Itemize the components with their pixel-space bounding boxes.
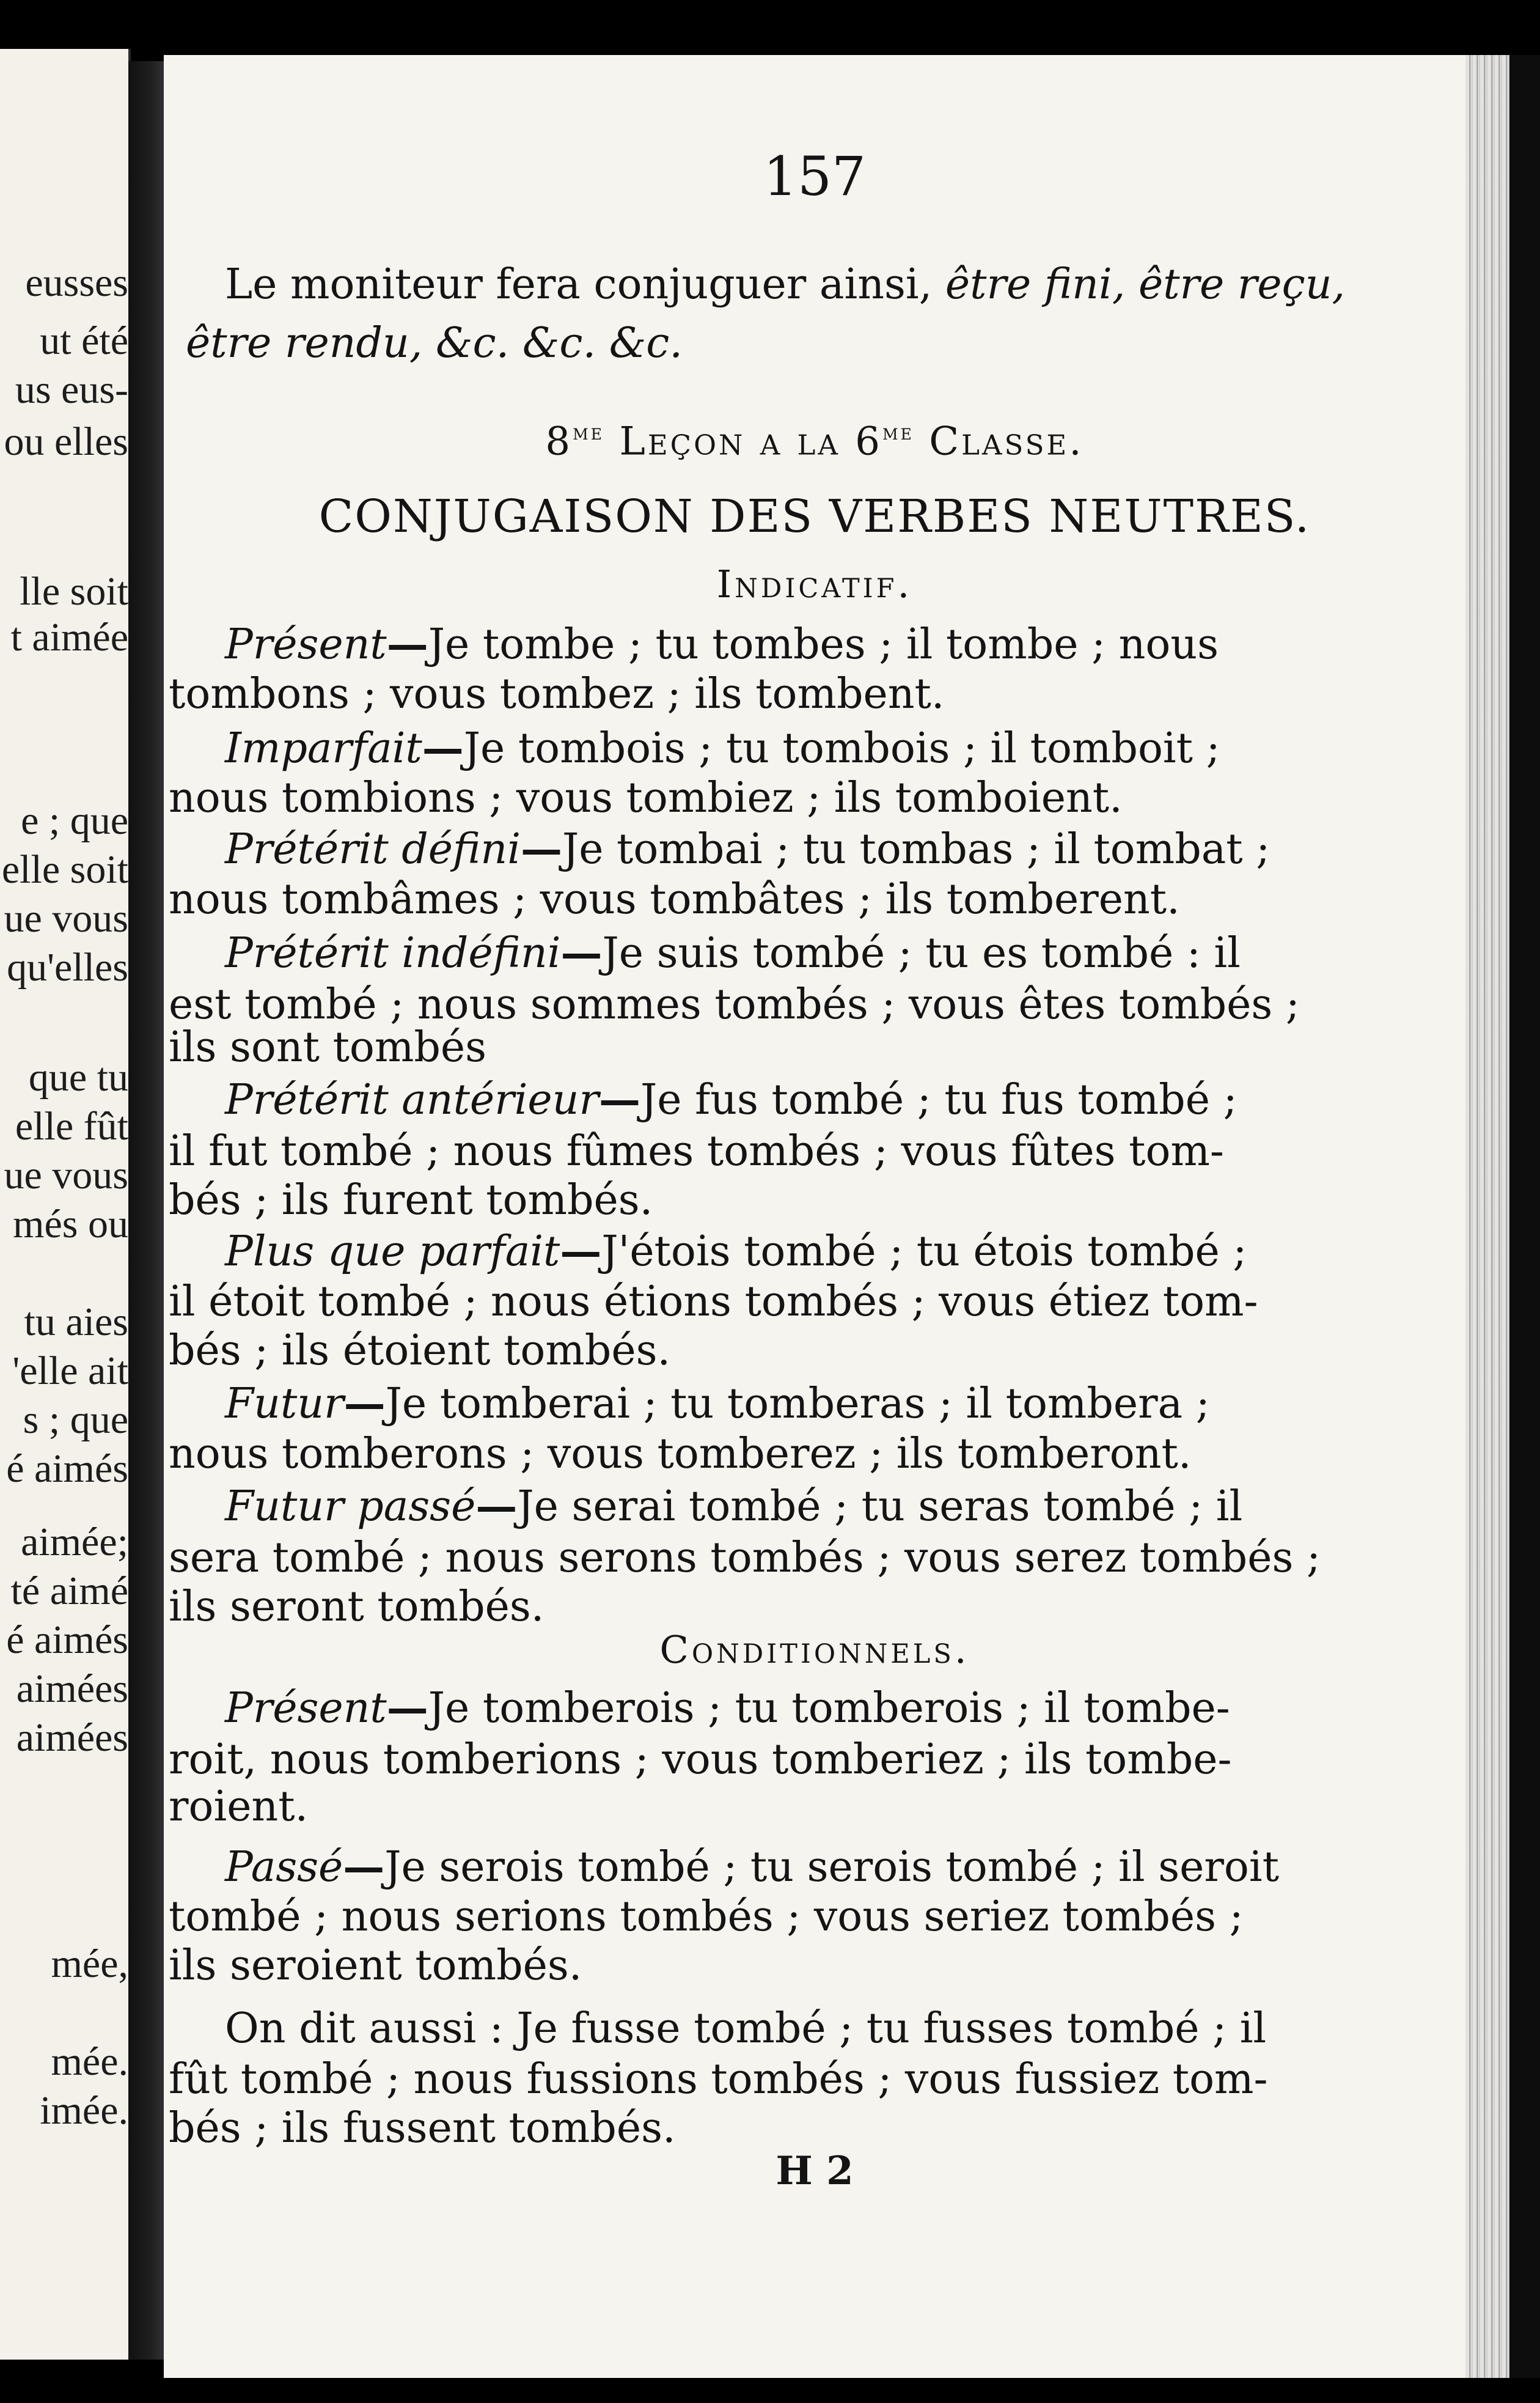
conjugation-text: On dit aussi : Je fusse tombé ; tu fusses tombé ; il — [225, 2004, 1267, 2053]
lesson-sup-1: me — [573, 420, 604, 445]
left-page-fragment: ue vous — [4, 1153, 128, 1198]
conjugation-line — [225, 1684, 1527, 1732]
conjugation-text: bés ; ils étoient tombés. — [169, 1327, 671, 1375]
conjugation-line — [169, 1735, 1470, 1784]
tense-separator: — — [343, 1379, 386, 1428]
lesson-sup-2: me — [882, 420, 914, 445]
conjugation-line — [225, 825, 1527, 874]
conjugation-line — [225, 724, 1527, 773]
conjugation-title: CONJUGAISON DES VERBES NEUTRES. — [318, 490, 1311, 543]
conjugation-line — [169, 1327, 1470, 1375]
left-page-fragment: mée, — [51, 1941, 128, 1986]
lesson-class: Classe. — [914, 419, 1084, 465]
conjugation-text: roit, nous tomberions ; vous tomberiez ; ils tombe- — [169, 1735, 1232, 1784]
left-page-fragment: mée. — [51, 2039, 128, 2084]
conjugation-line — [225, 929, 1527, 977]
left-page-fragment: més ou — [13, 1202, 128, 1246]
tense-label: Prétérit indéfini — [225, 929, 561, 977]
conjugation-line — [169, 1023, 1470, 1072]
left-page-fragment: lle soit — [20, 569, 128, 614]
tense-separator: — — [560, 1227, 602, 1276]
conjugation-text: nous tomberons ; vous tomberez ; ils tomberont. — [169, 1430, 1192, 1478]
intro-text: Le moniteur fera conjuguer ainsi, — [225, 260, 945, 309]
conjugation-line — [169, 2104, 1470, 2152]
conjugation-line — [169, 670, 1470, 718]
left-page-fragment: ou elles — [4, 419, 128, 464]
conjugation-text: Je serai tombé ; tu seras tombé ; il — [517, 1482, 1243, 1531]
tense-label: Plus que parfait — [225, 1227, 560, 1276]
lesson-title — [164, 419, 1465, 465]
conjugation-text: Je tomberai ; tu tomberas ; il tombera ; — [385, 1380, 1210, 1428]
conjugation-line — [225, 1075, 1527, 1124]
left-page-fragment: aimées — [16, 1666, 128, 1711]
conjugation-line — [225, 2004, 1527, 2053]
left-page-fragment: ut été — [40, 318, 128, 363]
conjugation-text: nous tombâmes ; vous tombâtes ; ils tomberent. — [169, 875, 1180, 924]
conjugation-line — [225, 620, 1527, 669]
left-page-fragment: qu'elles — [7, 945, 128, 990]
conjugation-text: fût tombé ; nous fussions tombés ; vous fussiez tom- — [169, 2055, 1268, 2103]
conjugation-text: Je tombe ; tu tombes ; il tombe ; nous — [428, 620, 1219, 669]
conjugation-text: tombons ; vous tombez ; ils tombent. — [169, 670, 945, 718]
tense-separator: — — [343, 1842, 385, 1891]
conjugation-line — [225, 1842, 1527, 1891]
tense-separator: — — [386, 1684, 428, 1732]
lesson-mid: Leçon a la 6 — [604, 419, 882, 465]
conjugation-text: Je tombois ; tu tombois ; il tomboit ; — [463, 724, 1220, 773]
conjugation-line — [169, 1583, 1470, 1631]
section-indicatif: Indicatif. — [716, 562, 913, 606]
tense-label: Prétérit défini — [225, 825, 521, 874]
left-page-fragment: té aimé — [10, 1569, 128, 1613]
conjugation-text: ils sont tombés — [169, 1023, 486, 1072]
conjugation-text: Je fus tombé ; tu fus tombé ; — [640, 1076, 1238, 1124]
tense-separator: — — [386, 620, 428, 669]
tense-label: Futur passé — [225, 1482, 476, 1531]
left-page-fragment: aimée; — [21, 1520, 128, 1564]
tense-separator: — — [520, 825, 562, 874]
left-page-fragment: ue vous — [4, 896, 128, 941]
conjugation-line — [169, 1534, 1470, 1582]
section-conditionnels: Conditionnels. — [659, 1627, 970, 1672]
tense-label: Présent — [225, 1684, 387, 1732]
signature-mark: H 2 — [776, 2148, 854, 2194]
left-page-fragment: aimées — [16, 1715, 128, 1760]
conjugation-line — [169, 1278, 1470, 1326]
tense-separator: — — [475, 1482, 518, 1531]
conjugation-text: Je tombai ; tu tombas ; il tombat ; — [562, 825, 1270, 874]
tense-label: Imparfait — [225, 724, 422, 773]
left-page-fragment: e ; que — [21, 798, 128, 843]
conjugation-text: roient. — [169, 1783, 309, 1831]
left-page-fragment: que tu — [28, 1055, 128, 1100]
conjugation-text: Je serois tombé ; tu serois tombé ; il seroit — [384, 1843, 1279, 1891]
tense-separator: — — [598, 1075, 640, 1124]
conjugation-text: tombé ; nous serions tombés ; vous seriez tombés ; — [169, 1893, 1244, 1941]
left-page-fragment: eusses — [25, 260, 128, 305]
conjugation-line — [225, 1227, 1527, 1276]
lesson-number: 8 — [545, 419, 573, 465]
conjugation-line — [169, 774, 1470, 822]
conjugation-text: ils seroient tombés. — [169, 1941, 582, 1990]
conjugation-line — [169, 1893, 1470, 1941]
conjugation-text: nous tombions ; vous tombiez ; ils tomboient. — [169, 774, 1123, 822]
intro-italic: être fini, être reçu, — [945, 260, 1346, 309]
conjugation-line — [225, 1379, 1527, 1428]
conjugation-line — [169, 875, 1470, 924]
conjugation-text: J'étois tombé ; tu étois tombé ; — [601, 1227, 1247, 1276]
left-page-fragment: elle soit — [1, 847, 128, 892]
conjugation-line — [169, 1127, 1470, 1176]
conjugation-line — [169, 1176, 1470, 1224]
conjugation-line — [169, 1783, 1470, 1831]
tense-separator: — — [560, 929, 603, 977]
tense-label: Prétérit antérieur — [225, 1076, 599, 1124]
conjugation-line — [169, 2055, 1470, 2103]
conjugation-text: ils seront tombés. — [169, 1583, 544, 1631]
left-page-fragment: s ; que — [23, 1397, 128, 1442]
conjugation-line — [225, 1482, 1527, 1531]
left-page-fragment: 'elle ait — [12, 1349, 128, 1393]
tense-label: Passé — [225, 1843, 343, 1891]
left-page-fragment: tu aies — [24, 1300, 128, 1344]
left-page-fragment: é aimés — [6, 1617, 128, 1662]
tense-label: Présent — [225, 620, 387, 669]
conjugation-line — [169, 1430, 1470, 1478]
intro-line-2: être rendu, &c. &c. &c. — [186, 319, 683, 367]
left-page-fragment: é aimés — [6, 1446, 128, 1491]
left-page-fragment: elle fût — [15, 1104, 128, 1149]
conjugation-text: est tombé ; nous sommes tombés ; vous êtes tombés ; — [169, 981, 1300, 1029]
intro-line-1 — [225, 260, 1465, 309]
left-page-fragment: t aimée — [10, 615, 128, 660]
conjugation-text: bés ; ils furent tombés. — [169, 1176, 653, 1224]
conjugation-line — [169, 1941, 1470, 1990]
left-page-fragment: us eus- — [15, 367, 128, 412]
conjugation-text: Je suis tombé ; tu es tombé : il — [602, 929, 1241, 977]
conjugation-text: Je tomberois ; tu tomberois ; il tombe- — [428, 1684, 1230, 1732]
tense-separator: — — [422, 724, 464, 773]
conjugation-text: bés ; ils fussent tombés. — [169, 2104, 676, 2152]
conjugation-line — [169, 981, 1470, 1029]
conjugation-text: sera tombé ; nous serons tombés ; vous serez tombés ; — [169, 1534, 1321, 1582]
conjugation-text: il étoit tombé ; nous étions tombés ; vous étiez tom- — [169, 1278, 1258, 1326]
page-number: 157 — [763, 145, 866, 208]
left-facing-page — [0, 49, 131, 2360]
conjugation-text: il fut tombé ; nous fûmes tombés ; vous fûtes tom- — [169, 1127, 1224, 1176]
left-page-fragment: imée. — [40, 2088, 128, 2133]
tense-label: Futur — [225, 1380, 344, 1428]
